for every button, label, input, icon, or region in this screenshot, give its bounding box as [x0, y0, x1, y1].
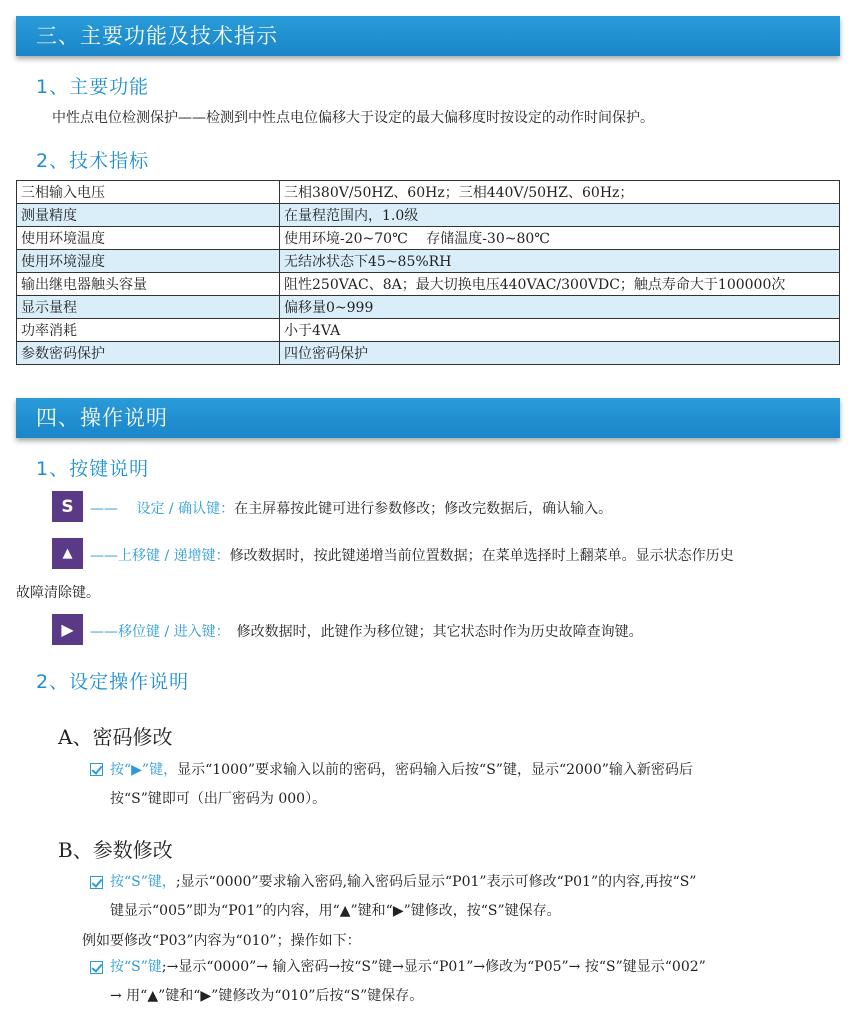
step-text: ;显示“0000”要求输入密码,输入密码后显示“P01”表示可修改“P01”的内容,再按“S”	[175, 874, 697, 890]
spec-key: 显示量程	[17, 296, 280, 319]
shift-key-description	[90, 621, 643, 641]
spec-value: 三相380V/50HZ、60Hz；三相440V/50HZ、60Hz；	[280, 181, 840, 204]
param-change-line2: 键显示“005”即为“P01”的内容，用“▲”键和“▶”键修改，按“S”键保存。	[110, 903, 561, 919]
checkbox-icon	[90, 876, 103, 889]
functions-heading: 1、主要功能	[36, 76, 150, 98]
table-row	[17, 342, 840, 365]
section-title: 三、主要功能及技术指示	[36, 24, 278, 48]
key-label: ——移位键 / 进入键：	[90, 624, 223, 640]
example-line2: → 用“▲”键和“▶”键修改为“010”后按“S”键保存。	[110, 988, 424, 1004]
spec-key: 使用环境温度	[17, 227, 280, 250]
spec-value: 四位密码保护	[280, 342, 840, 365]
key-label: —— 设定 / 确认键：	[90, 501, 235, 517]
spec-key: 参数密码保护	[17, 342, 280, 365]
spec-value: 在量程范围内，1.0级	[280, 204, 840, 227]
checkbox-icon	[90, 763, 103, 776]
functions-text: 中性点电位检测保护——检测到中性点电位偏移大于设定的最大偏移度时按设定的动作时间保护。	[52, 110, 654, 126]
spec-key: 功率消耗	[17, 319, 280, 342]
password-change-line2: 按“S”键即可（出厂密码为 000）。	[110, 791, 327, 807]
table-row	[17, 296, 840, 319]
param-change-title: B、参数修改	[58, 838, 173, 862]
spec-key: 三相输入电压	[17, 181, 280, 204]
shift-key-glyph: ▶	[61, 620, 74, 639]
spec-key: 使用环境湿度	[17, 250, 280, 273]
spec-value: 偏移量0~999	[280, 296, 840, 319]
setting-heading: 2、设定操作说明	[36, 671, 190, 693]
spec-value: 使用环境-20~70℃ 存储温度-30~80℃	[280, 227, 840, 250]
step-text: ;→显示“0000”→ 输入密码→按“S”键→显示“P01”→修改为“P05”→ 按“S”键显示“002”	[161, 959, 706, 975]
up-key-description	[90, 545, 734, 565]
table-row	[17, 250, 840, 273]
step-prefix: 按“S”键	[110, 959, 162, 975]
table-row	[17, 204, 840, 227]
example-title: 例如要修改“P03”内容为“010”；操作如下：	[82, 933, 361, 949]
example-line1	[110, 956, 706, 976]
checkbox-icon	[90, 961, 103, 974]
set-key-icon	[52, 491, 83, 522]
key-desc: 修改数据时，按此键递增当前位置数据；在菜单选择时上翻菜单。显示状态作历史	[229, 548, 734, 564]
table-row	[17, 227, 840, 250]
up-key-glyph: ▲	[62, 546, 73, 561]
section-title: 四、操作说明	[36, 406, 168, 430]
step-text: 显示“1000”要求输入以前的密码，密码输入后按“S”键，显示“2000”输入新密码后	[177, 762, 693, 778]
param-change-line1	[110, 871, 696, 891]
spec-key: 输出继电器触头容量	[17, 273, 280, 296]
keys-heading: 1、按键说明	[36, 458, 150, 480]
section-banner-operation	[16, 398, 840, 438]
key-label: ——上移键 / 递增键：	[90, 548, 230, 564]
spec-table	[16, 180, 840, 365]
set-key-glyph: S	[61, 496, 74, 517]
spec-value: 小于4VA	[280, 319, 840, 342]
shift-key-icon	[52, 614, 83, 645]
table-row	[17, 319, 840, 342]
spec-key: 测量精度	[17, 204, 280, 227]
spec-heading: 2、技术指标	[36, 150, 150, 172]
password-change-line1	[110, 759, 693, 779]
key-desc: 在主屏幕按此键可进行参数修改；修改完数据后，确认输入。	[234, 501, 613, 517]
step-prefix: 按“S”键，	[110, 874, 176, 890]
table-row	[17, 181, 840, 204]
section-banner-functions	[16, 16, 840, 56]
password-change-title: A、密码修改	[58, 725, 173, 749]
spec-value: 阻性250VAC、8A；最大切换电压440VAC/300VDC；触点寿命大于100000次	[280, 273, 840, 296]
up-key-icon	[52, 538, 83, 569]
up-key-description-cont: 故障清除键。	[16, 585, 100, 601]
spec-value: 无结冰状态下45~85%RH	[280, 250, 840, 273]
table-row	[17, 273, 840, 296]
set-key-description	[90, 498, 612, 518]
key-desc: 修改数据时，此键作为移位键；其它状态时作为历史故障查询键。	[222, 624, 643, 640]
step-prefix: 按“▶”键，	[110, 762, 178, 778]
